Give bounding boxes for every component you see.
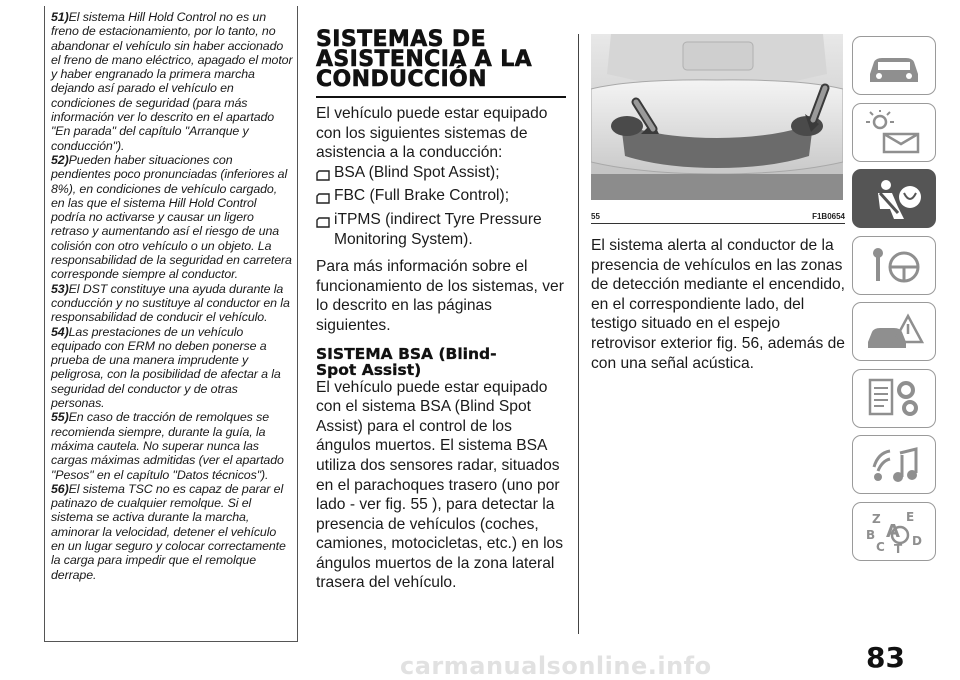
notes-box [44, 6, 298, 642]
figure-code: F1B0654 [812, 212, 845, 221]
bsa-paragraph: El vehículo puede estar equipado con el sistema BSA (Blind Spot Assist) para el control de los ángulos muertos. El sistema BSA utiliza dos sensores radar, situados en el parachoques trasero (uno por lado - ver fig. 55 ), para detectar la presencia de vehículos (coches, camiones, motocicletas, etc.) en los ángulos muertos de la zona lateral trasera del vehículo. [316, 378, 564, 592]
rear-bumper-illustration [591, 34, 843, 200]
svg-text:C: C [876, 540, 885, 553]
tab-car[interactable] [852, 36, 936, 95]
bullet-item: BSA (Blind Spot Assist); [316, 163, 570, 187]
tab-maintenance[interactable] [852, 369, 936, 428]
tab-emergency[interactable] [852, 302, 936, 361]
svg-text:B: B [866, 528, 876, 542]
intro-paragraph: El vehículo puede estar equipado con los siguientes sistemas de asistencia a la conducción: [316, 105, 548, 162]
multimedia-icon [864, 443, 924, 487]
alert-paragraph: El sistema alerta al conductor de la presencia de vehículos en las zonas de detección mediante el encendido, en el correspondiente lado, del testigo situado en el espejo retrovisor exterior fig. 56, además de con una señal acústica. [591, 237, 846, 372]
bullet-item: iTPMS (indirect Tyre Pressure Monitoring System). [316, 210, 570, 249]
svg-text:D: D [912, 534, 922, 548]
bullet-mark-icon [316, 210, 334, 234]
tab-multimedia[interactable] [852, 435, 936, 494]
tab-warning-lights[interactable] [852, 103, 936, 162]
index-icon [864, 509, 924, 553]
page-number: 83 [866, 641, 905, 674]
figure-rear-bumper [591, 34, 843, 200]
bullet-mark-icon [316, 186, 334, 210]
airbag-seatbelt-icon [864, 177, 924, 221]
breakdown-icon [864, 310, 924, 354]
svg-text:T: T [894, 542, 903, 553]
maintenance-icon [864, 376, 924, 420]
note-52: 52)Pueden haber situaciones con pendientes poco pronunciadas (inferiores al 8%), en condiciones de vehículo cargado, en las que el sistema Hill Hold Control podría no activarse y causar un ligero retraso y aumentando así el riesgo de una colisión con otro vehículo o un objeto. La responsabilidad de la seguridad en carretera corresponde siempre al conductor. [51, 152, 292, 282]
right-column [591, 34, 845, 373]
svg-text:E: E [906, 510, 915, 524]
column-divider [578, 34, 579, 634]
svg-text:Z: Z [872, 512, 881, 526]
tab-index[interactable] [852, 502, 936, 561]
tab-safety[interactable] [852, 169, 936, 228]
svg-text:A: A [886, 521, 900, 542]
note-55: 55)En caso de tracción de remolques se recomienda siempre, durante la guía, la máxima cautela. No superar nunca las cargas máximas admitidas (ver el apartado "Pesos" en el capítulo "Datos técnicos"). [51, 410, 284, 482]
note-51: 51)El sistema Hill Hold Control no es un freno de estacionamiento, por lo tanto, no abandonar el vehículo sin haber accionado el freno de mano eléctrico, apagado el motor y haber engranado la primera marcha dejando así parado el vehículo en condiciones de seguridad (para más información ver lo descrito en el apartado "En parada" del capítulo "Arranque y conducción"). [51, 10, 293, 153]
car-icon [864, 44, 924, 88]
note-54: 54)Las prestaciones de un vehículo equipado con ERM no deben ponerse a prueba de una manera imprudente y peligrosa, con la posibilidad de afectar a la seguridad del conductor y de otras personas. [51, 324, 281, 411]
main-column [316, 27, 570, 593]
bullet-mark-icon [316, 163, 334, 187]
chapter-tabs [852, 36, 936, 568]
note-53: 53)El DST constituye una ayuda durante la conducción y no sustituye al conductor en la responsabilidad de conducir el vehículo. [51, 281, 290, 325]
watermark: carmanualsonline.info [400, 652, 712, 680]
figure-caption-rule [591, 223, 845, 224]
section-title: SISTEMA BSA (Blind- Spot Assist) [316, 344, 497, 379]
more-info-paragraph: Para más información sobre el funcionamiento de los sistemas, ver lo descrito en las páginas siguientes. [316, 258, 564, 334]
tab-starting-driving[interactable] [852, 236, 936, 295]
figure-number: 55 [591, 212, 600, 221]
key-steering-icon [864, 243, 924, 287]
note-56: 56)El sistema TSC no es capaz de parar el patinazo de cualquier remolque. Si el sistema se activa durante la marcha, aminorar la velocidad, detener el vehículo en un lugar seguro y colocar correctamente la carga para impedir que el remolque derrape. [51, 481, 286, 582]
bullet-item: FBC (Full Brake Control); [316, 186, 570, 210]
title-rule [316, 96, 566, 98]
figure-caption [591, 212, 845, 221]
warning-lights-icon [864, 110, 924, 154]
chapter-title: SISTEMAS DE ASISTENCIA A LA CONDUCCIÓN [316, 27, 533, 92]
